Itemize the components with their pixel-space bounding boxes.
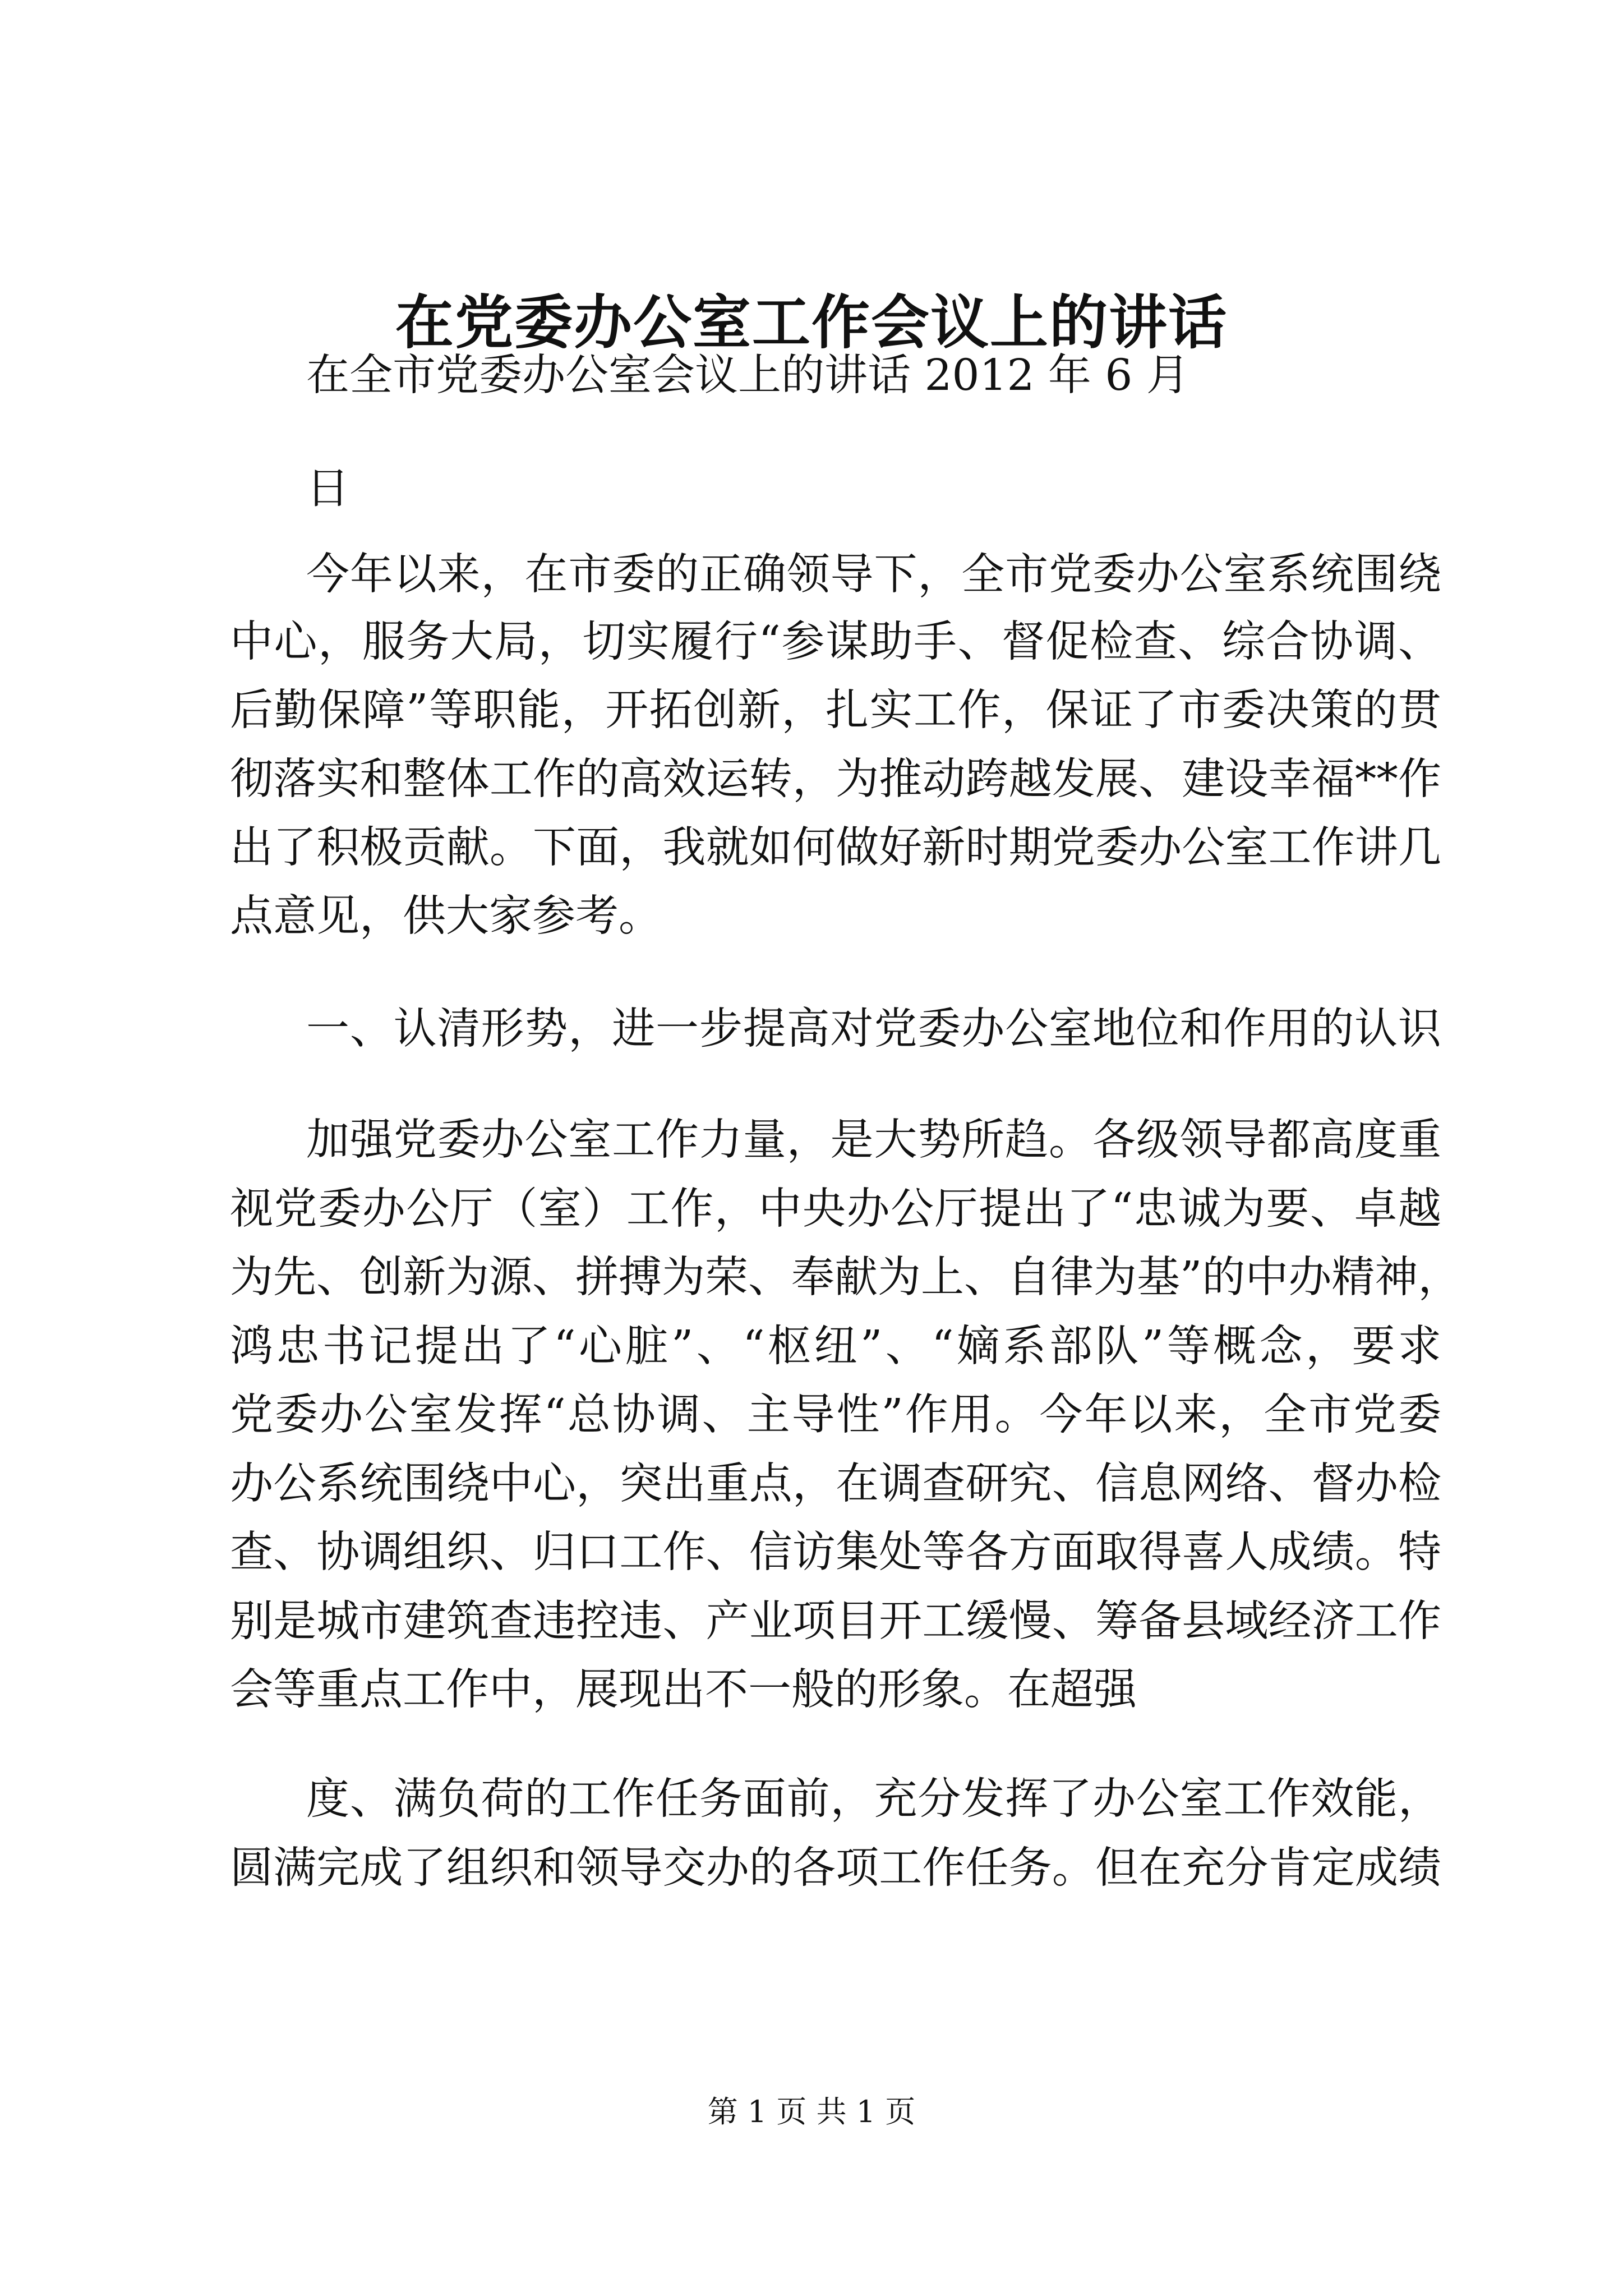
- paragraph-line: 查、协调组织、归口工作、信访集处等各方面取得喜人成绩。特: [230, 1527, 1441, 1577]
- paragraph-line: 会等重点工作中，展现出不一般的形象。在超强: [230, 1665, 1137, 1715]
- subtitle-line: 日: [306, 464, 349, 514]
- paragraph-line: 加强党委办公室工作力量，是大势所趋。各级领导都高度重: [306, 1115, 1441, 1165]
- paragraph-line: 办公系统围绕中心，突出重点，在调查研究、信息网络、督办检: [230, 1459, 1441, 1509]
- paragraph-line: 彻落实和整体工作的高效运转，为推动跨越发展、建设幸福**作: [230, 754, 1441, 804]
- paragraph-line: 中心，服务大局，切实履行“参谋助手、督促检查、综合协调、: [230, 617, 1441, 667]
- section-heading: 一、认清形势，进一步提高对党委办公室地位和作用的认识: [306, 1004, 1441, 1054]
- paragraph-line: 今年以来，在市委的正确领导下，全市党委办公室系统围绕: [306, 550, 1441, 600]
- paragraph-line: 为先、创新为源、拼搏为荣、奉献为上、自律为基”的中办精神，: [230, 1253, 1461, 1303]
- paragraph-line: 度、满负荷的工作任务面前，充分发挥了办公室工作效能，: [306, 1774, 1441, 1824]
- paragraph-line: 圆满完成了组织和领导交办的各项工作任务。但在充分肯定成绩: [230, 1843, 1441, 1893]
- paragraph-line: 点意见，供大家参考。: [230, 891, 662, 941]
- paragraph-line: 视党委办公厅（室）工作，中央办公厅提出了“忠诚为要、卓越: [230, 1184, 1441, 1234]
- subtitle-line: 在全市党委办公室会议上的讲话 2012 年 6 月: [306, 351, 1189, 401]
- paragraph-line: 鸿忠书记提出了“心脏”、“枢纽”、“嫡系部队”等概念，要求: [230, 1322, 1441, 1372]
- document-title: 在党委办公室工作会议上的讲话: [395, 288, 1228, 357]
- page-footer: 第 1 页 共 1 页: [707, 2094, 916, 2129]
- paragraph-line: 党委办公室发挥“总协调、主导性”作用。今年以来，全市党委: [230, 1390, 1441, 1440]
- paragraph-line: 出了积极贡献。下面，我就如何做好新时期党委办公室工作讲几: [230, 823, 1441, 873]
- paragraph-line: 别是城市建筑查违控违、产业项目开工缓慢、筹备县域经济工作: [230, 1596, 1441, 1646]
- paragraph-line: 后勤保障”等职能，开拓创新，扎实工作，保证了市委决策的贯: [230, 685, 1441, 735]
